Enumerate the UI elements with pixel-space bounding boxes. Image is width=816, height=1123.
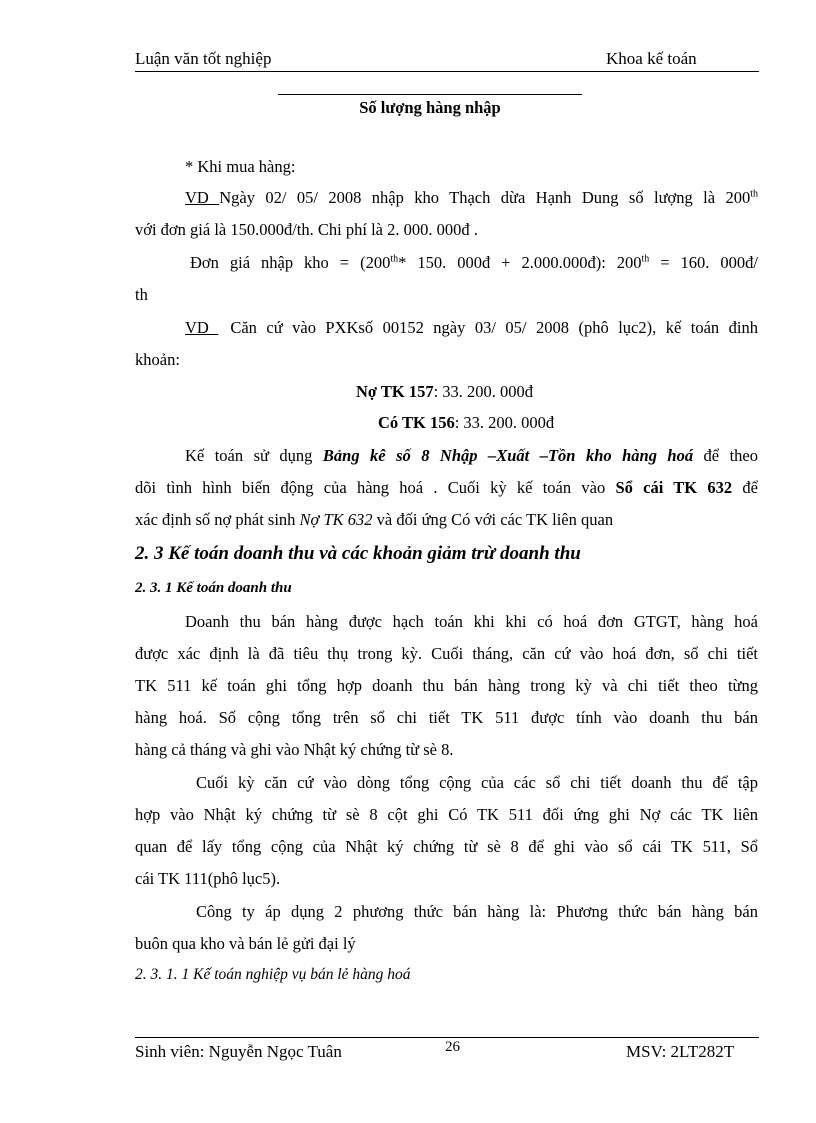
methods-line-1: Công ty áp dụng 2 phương thức bán hàng là: Phương thức bán hàng bán [196,902,758,921]
footer-msv: MSV: 2LT282T [626,1042,735,1061]
footer-rule [135,1037,759,1038]
para-table-line3: xác định số nợ phát sinh Nợ TK 632 và đối ứng Có với các TK liên quan [135,510,614,529]
endperiod-line-4: cái TK 111(phô lục5). [135,869,281,888]
example1-line2: với đơn giá là 150.000đ/th. Chi phí là 2. 000. 000đ . [135,220,478,239]
revenue-line-5: hàng cả tháng và ghi vào Nhật ký chứng từ sè 8. [135,740,454,759]
vd-label: VD [185,188,220,207]
revenue-line-3: TK 511 kế toán ghi tổng hợp doanh thu bán hàng trong kỳ và chi tiết theo từng [135,676,758,695]
para-table-line1: Kế toán sử dụng Bảng kê số 8 Nhập –Xuất –Tồn kho hàng hoá để theo [185,446,759,465]
entry-credit: Có TK 156: 33. 200. 000đ [378,413,555,432]
endperiod-line-3: quan để lấy tổng cộng của Nhật ký chứng từ sè 8 để ghi vào sổ cái TK 511, Sổ [135,837,758,856]
header-left: Luận văn tốt nghiệp [135,49,272,68]
entry-debit: Nợ TK 157: 33. 200. 000đ [356,382,534,401]
header-right: Khoa kế toán [606,49,697,68]
formula-line: Đơn giá nhập kho = (200th* 150. 000đ + 2.000.000đ): 200th = 160. 000đ/ [190,253,758,272]
section-heading-2-3-1-1: 2. 3. 1. 1 Kế toán nghiệp vụ bán lẻ hàng hoá [135,966,411,983]
revenue-line-1: Doanh thu bán hàng được hạch toán khi khi có hoá đơn GTGT, hàng hoá [185,612,758,631]
example2-line2: khoản: [135,350,180,369]
page-title: Số lượng hàng nhập [359,98,501,117]
title-overline [278,94,582,95]
vd-label: VD [185,318,219,337]
section-heading-2-3-1: 2. 3. 1 Kế toán doanh thu [135,580,292,596]
purchase-heading: * Khi mua hàng: [185,157,296,176]
revenue-line-2: được xác định là đã tiêu thụ trong kỳ. Cuối tháng, căn cứ vào hoá đơn, sổ chi tiết [135,644,758,663]
endperiod-line-2: hợp vào Nhật ký chứng từ sè 8 cột ghi Có TK 511 đối ứng ghi Nợ các TK liên [135,805,758,824]
methods-line-2: buôn qua kho và bán lẻ gửi đại lý [135,934,356,953]
formula-continuation: th [135,285,148,304]
example1-line1: VD Ngày 02/ 05/ 2008 nhập kho Thạch dừa Hạnh Dung số lượng là 200th [185,188,758,207]
section-heading-2-3: 2. 3 Kế toán doanh thu và các khoản giảm trừ doanh thu [135,543,581,564]
revenue-line-4: hàng hoá. Số cộng tổng trên sổ chi tiết TK 511 được tính vào doanh thu bán [135,708,758,727]
example2-line1: VD Căn cứ vào PXKsố 00152 ngày 03/ 05/ 2008 (phô lục2), kế toán đinh [185,318,758,337]
footer-student: Sinh viên: Nguyễn Ngọc Tuân [135,1042,342,1061]
endperiod-line-1: Cuối kỳ căn cứ vào dòng tổng cộng của các sổ chi tiết doanh thu để tập [196,773,758,792]
para-table-line2: dõi tình hình biến động của hàng hoá . Cuối kỳ kế toán vào Sổ cái TK 632 để [135,478,758,497]
page-number: 26 [445,1039,460,1055]
header-rule [135,71,759,72]
